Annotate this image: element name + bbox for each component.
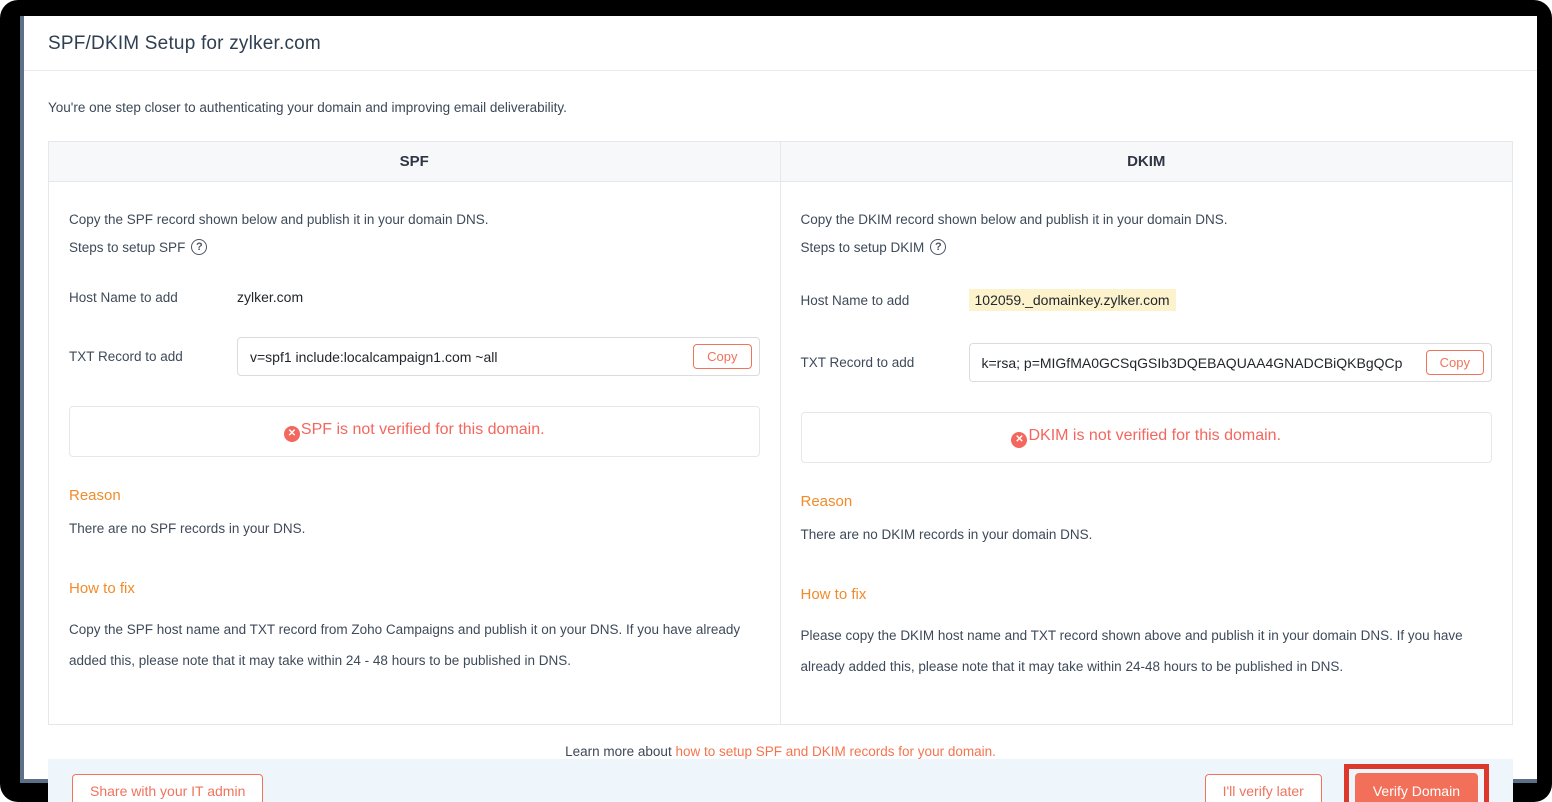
spf-steps-label: Steps to setup SPF (69, 239, 186, 255)
spf-fix-heading: How to fix (69, 579, 135, 597)
verify-domain-button[interactable]: Verify Domain (1355, 773, 1478, 802)
dkim-copy-button[interactable]: Copy (1426, 350, 1484, 375)
footer-right-group (1205, 764, 1489, 802)
dkim-host-label: Host Name to add (800, 292, 910, 308)
spf-host-label: Host Name to add (69, 289, 178, 305)
dkim-reason-heading: Reason (800, 492, 853, 510)
dkim-txt-record-value: k=rsa; p=MIGfMA0GCSqGSIb3DQEBAQUAA4GNADCBiQKBgQCp (981, 354, 1403, 371)
share-with-it-admin-button[interactable]: Share with your IT admin (72, 774, 263, 802)
spf-copy-button[interactable]: Copy (693, 344, 751, 369)
red-highlight-annotation (1344, 764, 1489, 802)
learn-more-line (48, 744, 1513, 759)
dkim-column-header: DKIM (781, 142, 1513, 182)
spf-txt-record-value: v=spf1 include:localcampaign1.com ~all (250, 348, 498, 365)
dialog-body (24, 71, 1537, 802)
spf-error-box (69, 406, 760, 457)
dialog-footer (48, 759, 1513, 802)
dialog-header (24, 16, 1537, 71)
dkim-reason-text: There are no DKIM records in your domain DNS. (800, 526, 1093, 542)
help-icon[interactable]: ? (191, 239, 207, 255)
spf-dkim-panel (48, 141, 1513, 725)
spf-dkim-setup-dialog (24, 16, 1537, 799)
error-x-circle-icon: ✕ (1011, 432, 1027, 448)
dkim-steps-row (801, 239, 1493, 255)
dkim-fix-heading: How to fix (800, 585, 867, 603)
spf-host-row (69, 289, 760, 305)
spf-error-text: SPF is not verified for this domain. (300, 421, 545, 438)
spf-instruction: Copy the SPF record shown below and publish it in your domain DNS. (69, 212, 489, 227)
verify-later-button[interactable]: I'll verify later (1205, 774, 1322, 802)
setup-records-link[interactable]: how to setup SPF and DKIM records for your domain. (675, 743, 996, 759)
dkim-txt-label: TXT Record to add (800, 355, 915, 370)
error-x-circle-icon: ✕ (284, 426, 300, 442)
dialog-subtitle: You're one step closer to authenticating your domain and improving email deliverability. (48, 100, 567, 115)
dkim-column (781, 182, 1513, 724)
spf-column (49, 182, 781, 724)
spf-reason-heading: Reason (69, 486, 121, 504)
spf-host-value: zylker.com (237, 289, 304, 305)
spf-txt-label: TXT Record to add (69, 349, 183, 364)
dkim-error-text: DKIM is not verified for this domain. (1028, 427, 1282, 444)
spf-steps-row (69, 239, 760, 255)
page-title: SPF/DKIM Setup for zylker.com (48, 33, 321, 54)
dkim-txt-record-box (969, 343, 1493, 382)
spf-txt-row (69, 337, 760, 376)
spf-column-header: SPF (49, 142, 781, 182)
dkim-instruction: Copy the DKIM record shown below and publish it in your domain DNS. (800, 212, 1228, 227)
spf-fix-text: Copy the SPF host name and TXT record from Zoho Campaigns and publish it on your DNS. If you have already added this, please note that it may take within 24 - 48 hours to be published in DNS. (69, 621, 741, 668)
dkim-fix-text: Please copy the DKIM host name and TXT record shown above and publish it in your domain DNS. If you have already added this, please note that it may take within 24-48 hours to be published in DNS. (800, 627, 1463, 674)
dkim-error-box (801, 412, 1493, 463)
spf-txt-record-box (237, 337, 760, 376)
dkim-txt-row (801, 343, 1493, 382)
dkim-host-value: 102059._domainkey.zylker.com (969, 289, 1176, 311)
learn-more-prefix: Learn more about (565, 743, 676, 759)
dkim-steps-label: Steps to setup DKIM (800, 239, 925, 255)
help-icon[interactable]: ? (930, 239, 946, 255)
spf-reason-text: There are no SPF records in your DNS. (69, 520, 306, 536)
dkim-host-row (801, 289, 1493, 311)
